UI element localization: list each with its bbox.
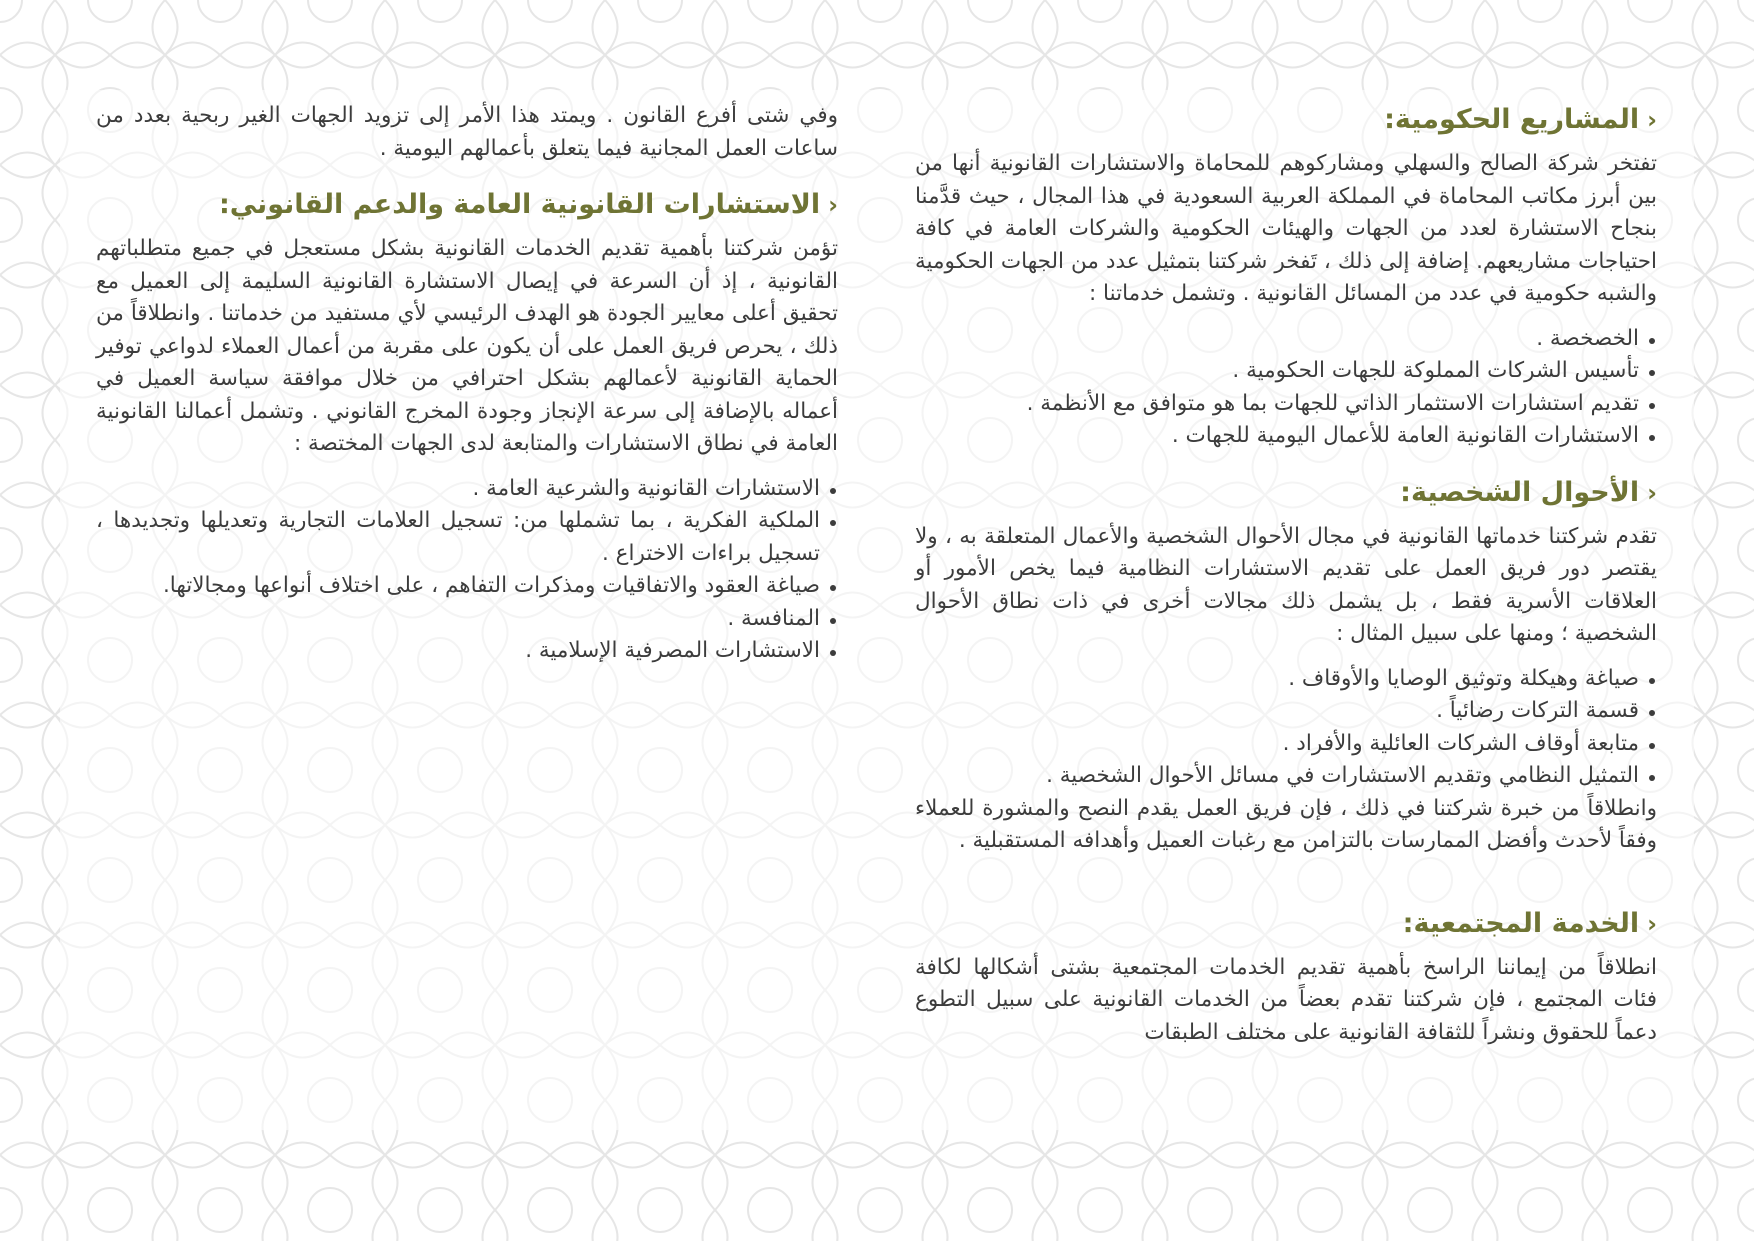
list-item: صياغة وهيكلة وتوثيق الوصايا والأوقاف . (915, 663, 1657, 696)
bullet-icon (1649, 710, 1655, 716)
list-item: الملكية الفكرية ، بما تشملها من: تسجيل العلامات التجارية وتعديلها وتجديدها ، تسجيل براءات الاختراع . (96, 505, 838, 570)
bullet-icon (1649, 403, 1655, 409)
continuation-paragraph: وفي شتى أفرع القانون . ويمتد هذا الأمر إلى تزويد الجهات الغير ربحية بعدد من ساعات العمل المجانية فيما يتعلق بأعمالهم اليومية . (96, 103, 838, 161)
list-item: الاستشارات القانونية العامة للأعمال اليومية للجهات . (915, 420, 1657, 453)
section-paragraph: تقدم شركتنا خدماتها القانونية في مجال الأحوال الشخصية والأعمال المتعلقة به ، ولا يقتصر دور فريق العمل على تقديم الاستشارات النظامية فيما يخص الأمور أو العلاقات الأسرية فقط ، بل يشمل ذلك مجالات أخرى في ذات نطاق الأحوال الشخصية ؛ ومنها على سبيل المثال : (915, 523, 1657, 646)
heading-text: المشاريع الحكومية: (1384, 104, 1640, 135)
continuation-block (96, 100, 838, 165)
left-column (96, 100, 838, 688)
chevron-icon: ‹ (1647, 478, 1657, 507)
bullet-icon (830, 618, 836, 624)
list-item: الخصخصة . (915, 323, 1657, 356)
bullet-list (915, 663, 1657, 793)
list-item: التمثيل النظامي وتقديم الاستشارات في مسائل الأحوال الشخصية . (915, 760, 1657, 793)
bullet-icon (1649, 338, 1655, 344)
bullet-icon (1649, 370, 1655, 376)
list-item: تقديم استشارات الاستثمار الذاتي للجهات بما هو متوافق مع الأنظمة . (915, 388, 1657, 421)
section-personal-status (915, 473, 1657, 858)
section-general-legal-consulting (96, 185, 838, 668)
chevron-icon: ‹ (1647, 909, 1657, 938)
section-heading (96, 185, 838, 225)
list-item: الاستشارات المصرفية الإسلامية . (96, 635, 838, 668)
bullet-icon (1649, 775, 1655, 781)
closing-paragraph: وانطلاقاً من خبرة شركتنا في ذلك ، فإن فريق العمل يقدم النصح والمشورة للعملاء وفقاً لأحدث وأفضل الممارسات بالتزامن مع رغبات العميل وأهدافه المستقبلية . (915, 795, 1657, 853)
bullet-icon (1649, 435, 1655, 441)
section-heading (915, 100, 1657, 140)
section-paragraph: تؤمن شركتنا بأهمية تقديم الخدمات القانونية بشكل مستعجل في جميع متطلباتهم القانونية ، إذ أن السرعة في إيصال الاستشارة القانونية السليمة إلى العميل مع تحقيق أعلى معايير الجودة هو الهدف الرئيسي لأي مستفيد من خدماتنا . وانطلاقاً من ذلك ، يحرص فريق العمل على أن يكون على مقربة من أعمال العملاء لدواعي توفير الحماية القانونية لأعمالهم بشكل احترافي من خلال موافقة سياسة العميل في أعماله بالإضافة إلى سرعة الإنجاز وجودة المخرج القانوني . وتشمل أعمالنا القانونية العامة في نطاق الاستشارات والمتابعة لدى الجهات المختصة : (96, 236, 838, 456)
section-paragraph: انطلاقاً من إيماننا الراسخ بأهمية تقديم الخدمات المجتمعية بشتى أشكالها لكافة فئات المجتمع ، فإن شركتنا تقدم بعضاً من الخدمات القانونية على سبيل التطوع دعماً للحقوق ونشراً للثقافة القانونية على مختلف الطبقات (915, 954, 1657, 1045)
section-heading (915, 473, 1657, 513)
list-item: متابعة أوقاف الشركات العائلية والأفراد . (915, 728, 1657, 761)
heading-text: الخدمة المجتمعية: (1402, 907, 1640, 939)
bullet-icon (830, 585, 836, 591)
list-item: الاستشارات القانونية والشرعية العامة . (96, 473, 838, 506)
section-paragraph: تفتخر شركة الصالح والسهلي ومشاركوهم للمحاماة والاستشارات القانونية أنها من بين أبرز مكاتب المحاماة في المملكة العربية السعودية في هذا المجال ، حيث قدَّمنا بنجاح الاستشارة لعدد من الجهات والهيئات الحكومية والشركات العامة في كافة احتياجات مشاريعهم. إضافة إلى ذلك ، تَفخر شركتنا بتمثيل عدد من الجهات الحكومية والشبه حكومية في عدد من المسائل القانونية . وتشمل خدماتنا : (915, 151, 1657, 306)
bullet-icon (1649, 743, 1655, 749)
section-heading (915, 904, 1657, 944)
bullet-icon (830, 650, 836, 656)
section-government-projects (915, 100, 1657, 453)
heading-text: الاستشارات القانونية العامة والدعم القانوني: (218, 189, 821, 220)
right-column (915, 100, 1657, 1069)
bullet-icon (830, 520, 836, 526)
bullet-list (915, 323, 1657, 453)
list-item: قسمة التركات رضائياً . (915, 695, 1657, 728)
bullet-icon (1649, 678, 1655, 684)
list-item: المنافسة . (96, 603, 838, 636)
bullet-icon (830, 488, 836, 494)
list-item: تأسيس الشركات المملوكة للجهات الحكومية . (915, 355, 1657, 388)
heading-text: الأحوال الشخصية: (1400, 476, 1640, 508)
section-community-service (915, 904, 1657, 1050)
list-item: صياغة العقود والاتفاقيات ومذكرات التفاهم ، على اختلاف أنواعها ومجالاتها. (96, 570, 838, 603)
chevron-icon: ‹ (1647, 106, 1657, 134)
bullet-list (96, 473, 838, 668)
chevron-icon: ‹ (828, 191, 838, 219)
